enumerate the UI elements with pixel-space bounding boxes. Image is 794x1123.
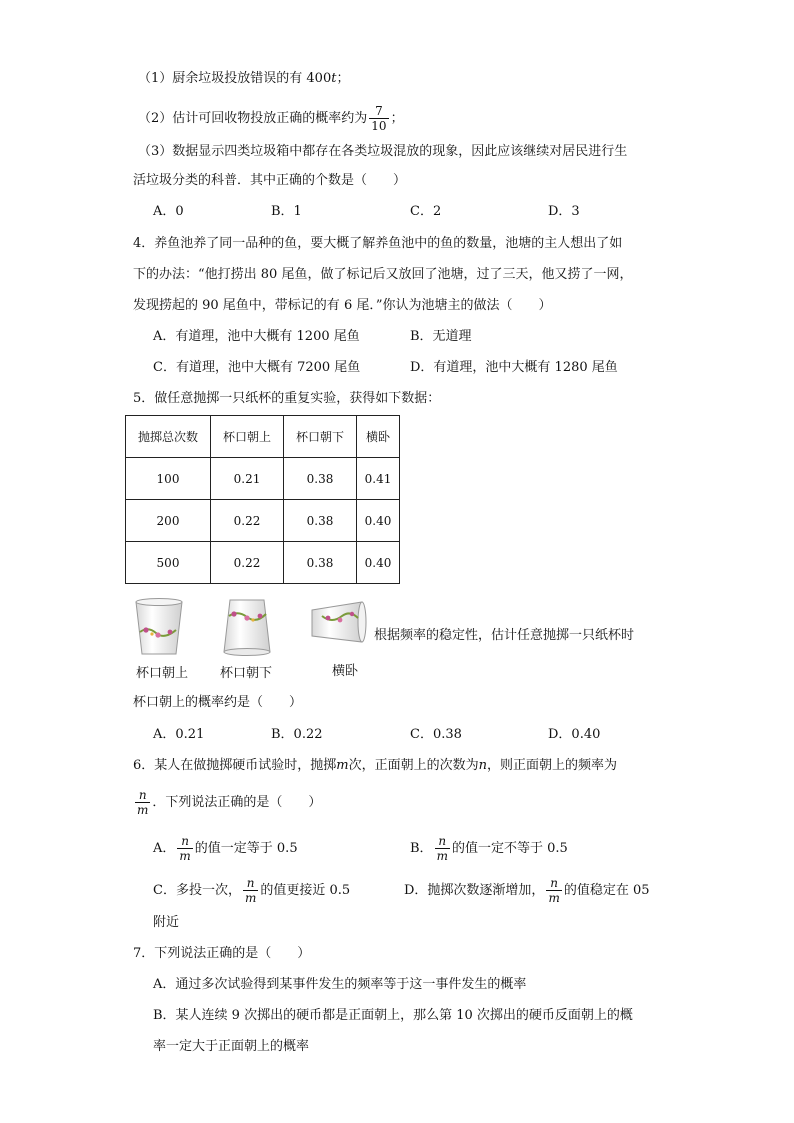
fraction-n-over-m: $\frac{n}{m}$ [436, 834, 448, 863]
q3-option-c[interactable]: C．2 [410, 204, 442, 219]
table-cell: 0.22 [211, 500, 284, 542]
cup-upside-down-icon [224, 600, 270, 656]
cup-label-upside-down: 杯口朝下 [220, 666, 273, 681]
table-row [126, 500, 400, 542]
cup-label-upright: 杯口朝上 [136, 666, 189, 681]
fraction-n-over-m: $\frac{n}{m}$ [244, 876, 257, 905]
q4-stem-line1: 4．养鱼池养了同一品种的鱼，要大概了解养鱼池中的鱼的数量，池塘的主人想出了如 [133, 236, 623, 251]
q7-option-b-line2: 率一定大于正面朝上的概率 [153, 1039, 310, 1054]
table-cell: 0.38 [284, 458, 357, 500]
paper-cup-illustrations [130, 596, 370, 660]
q4-option-b[interactable]: B．无道理 [410, 329, 472, 344]
q3-statement-3-line1: （3）数据显示四类垃圾箱中都存在各类垃圾混放的现象，因此应该继续对居民进行生 [138, 144, 628, 159]
q3-option-d[interactable]: D．3 [548, 204, 580, 219]
q7-option-b[interactable]: B．某人连续 9 次掷出的硬币都是正面朝上，那么第 10 次掷出的硬币反面朝上的概 [153, 1008, 633, 1023]
table-header-cell: 杯口朝上 [211, 416, 284, 458]
q5-option-d[interactable]: D．0.40 [548, 727, 601, 742]
q6-option-c[interactable]: C．多投一次， $\frac{n}{m}$ 的值更接近 0.5 [153, 876, 351, 905]
q6-option-d[interactable]: D．抛掷次数逐渐增加， $\frac{n}{m}$ 的值稳定在 05 [404, 876, 650, 905]
table-cell: 500 [126, 542, 211, 584]
q6-stem-line1: 6．某人在做抛掷硬币试验时，抛掷m次，正面朝上的次数为n，则正面朝上的频率为 [133, 758, 618, 773]
cup-sideways-icon [312, 602, 366, 642]
table-header-cell: 杯口朝下 [284, 416, 357, 458]
fraction-n-over-m: $\frac{n}{m}$ [548, 876, 560, 905]
q4-option-d[interactable]: D．有道理，池中大概有 1280 尾鱼 [410, 360, 618, 375]
table-cell: 0.38 [284, 542, 357, 584]
q6-option-d-line2: 附近 [153, 915, 180, 930]
q4-stem-line2: 下的办法：“他打捞出 80 尾鱼，做了标记后又放回了池塘，过了三天，他又捞了一网， [133, 267, 633, 282]
table-cell: 0.40 [357, 542, 400, 584]
q5-stem: 5．做任意抛掷一只纸杯的重复实验，获得如下数据： [133, 391, 441, 406]
q3-option-b[interactable]: B．1 [271, 204, 302, 219]
fraction-7-10: $\frac{7}{10}$ [371, 104, 387, 133]
q5-stem-line2: 杯口朝上的概率约是（ ） [133, 695, 303, 710]
cup-label-sideways: 横卧 [332, 664, 359, 679]
table-row [126, 458, 400, 500]
q3-option-a[interactable]: A．0 [153, 204, 184, 219]
cup-upright-icon [136, 599, 182, 655]
table-cell: 0.41 [357, 458, 400, 500]
q3-statement-2: （2）估计可回收物投放正确的概率约为 $\frac{7}{10}$ ； [138, 104, 404, 133]
table-cell: 0.38 [284, 500, 357, 542]
q6-stem-line2: $\frac{n}{m}$ ．下列说法正确的是（ ） [137, 788, 322, 817]
q4-stem-line3: 发现捞起的 90 尾鱼中，带标记的有 6 尾．”你认为池塘主的做法（ ） [133, 298, 552, 313]
q5-stem-continued: 根据频率的稳定性，估计任意抛掷一只纸杯时 [374, 628, 635, 643]
table-cell: 100 [126, 458, 211, 500]
table-row [126, 542, 400, 584]
table-cell: 0.22 [211, 542, 284, 584]
q6-option-a[interactable]: A． $\frac{n}{m}$ 的值一定等于 0.5 [153, 834, 298, 863]
q4-option-c[interactable]: C．有道理，池中大概有 7200 尾鱼 [153, 360, 361, 375]
table-header-row [126, 416, 400, 458]
q7-option-a[interactable]: A．通过多次试验得到某事件发生的频率等于这一事件发生的概率 [153, 977, 527, 992]
table-cell: 0.21 [211, 458, 284, 500]
fraction-n-over-m: $\frac{n}{m}$ [179, 834, 191, 863]
q3-statement-1: （1）厨余垃圾投放错误的有 400t； [138, 71, 350, 86]
table-cell: 200 [126, 500, 211, 542]
q6-option-b[interactable]: B． $\frac{n}{m}$ 的值一定不等于 0.5 [410, 834, 568, 863]
q5-option-a[interactable]: A．0.21 [153, 727, 205, 742]
fraction-n-over-m: $\frac{n}{m}$ [137, 788, 149, 817]
table-cell: 0.40 [357, 500, 400, 542]
q5-data-table [125, 415, 400, 584]
table-header-cell: 横卧 [357, 416, 400, 458]
table-header-cell: 抛掷总次数 [126, 416, 211, 458]
q7-stem: 7．下列说法正确的是（ ） [133, 946, 311, 961]
q4-option-a[interactable]: A．有道理，池中大概有 1200 尾鱼 [153, 329, 360, 344]
q3-statement-3-line2: 活垃圾分类的科普．其中正确的个数是（ ） [133, 173, 407, 188]
q5-option-c[interactable]: C．0.38 [410, 727, 462, 742]
q5-option-b[interactable]: B．0.22 [271, 727, 323, 742]
